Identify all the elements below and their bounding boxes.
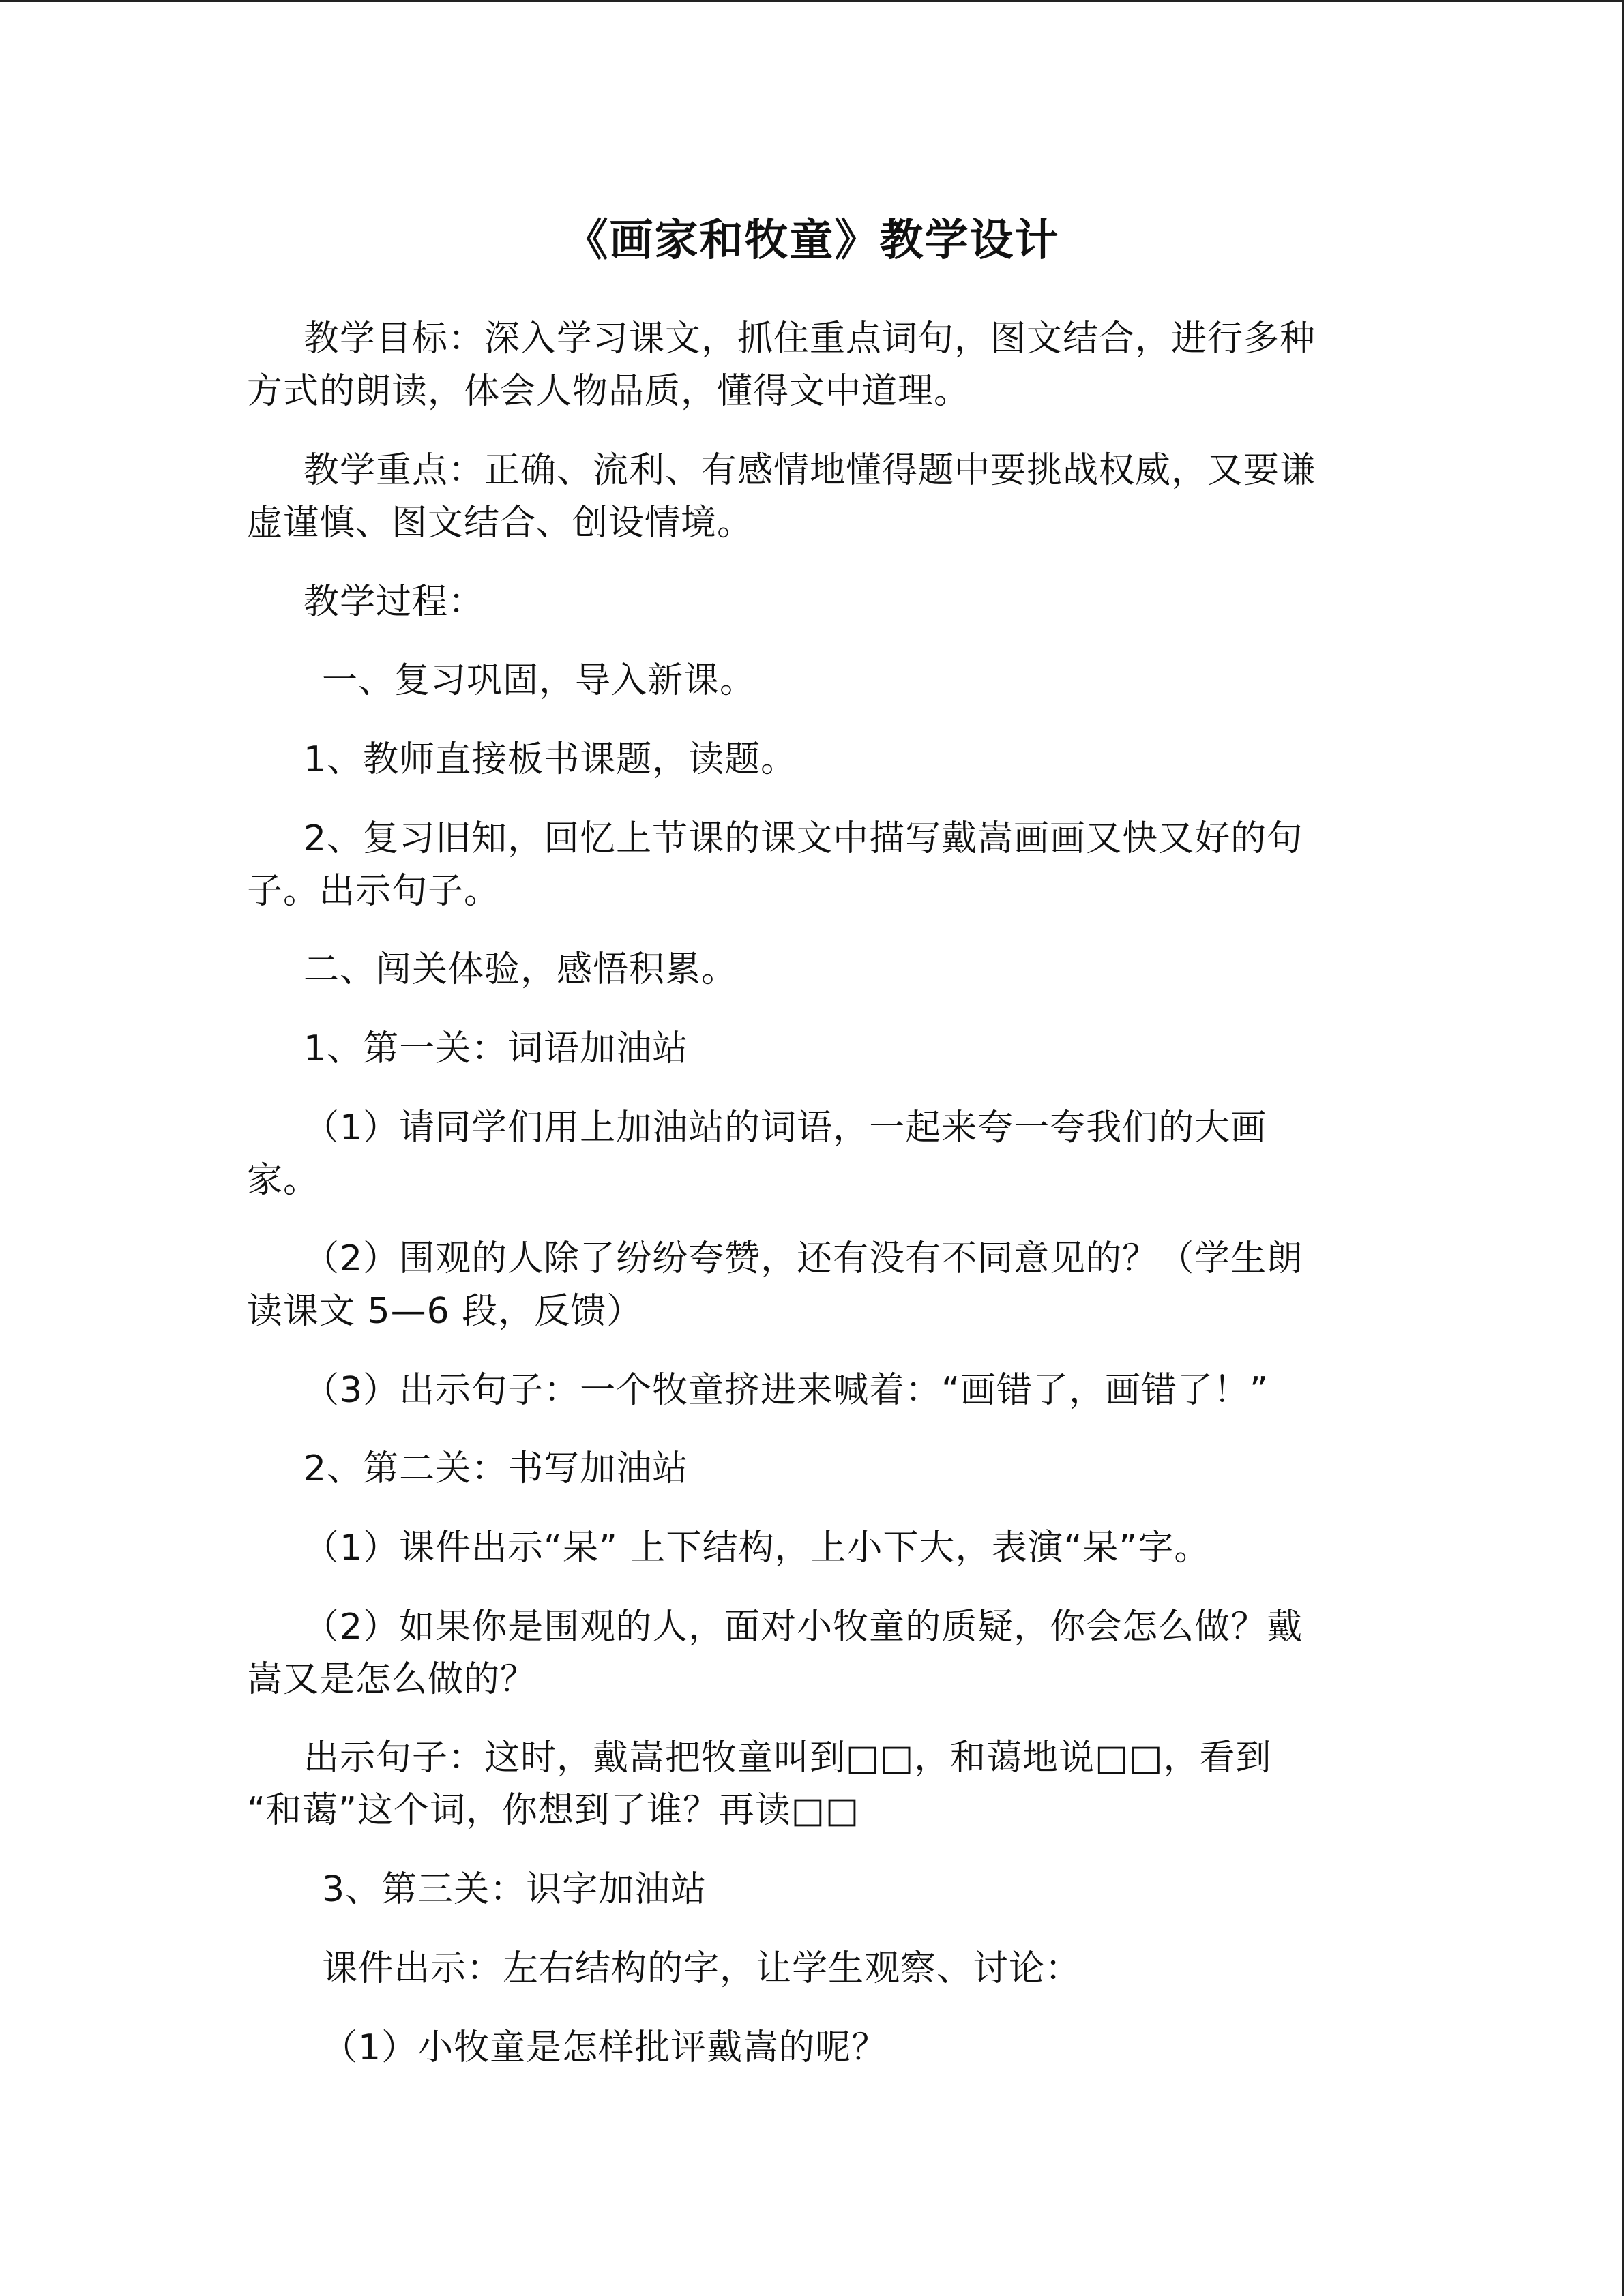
example-sentence-line-2: “和蔼”这个词，你想到了谁？再读□□ [247, 1790, 860, 1831]
level-1-item-2-line-2: 读课文 5—6 段，反馈） [247, 1291, 643, 1332]
level-1-item-1-line-1: （1）请同学们用上加油站的词语，一起来夸一夸我们的大画 [304, 1107, 1267, 1148]
step-1-1: 1、教师直接板书课题，读题。 [304, 739, 797, 780]
focus-line-2: 虚谨慎、图文结合、创设情境。 [247, 503, 754, 543]
level-1-heading: 1、第一关：词语加油站 [304, 1028, 689, 1069]
section-2-heading: 二、闯关体验，感悟积累。 [304, 949, 738, 990]
document-title: 《画家和牧童》教学设计 [564, 215, 1060, 266]
step-1-2-line-2: 子。出示句子。 [247, 871, 501, 912]
level-1-item-2-line-1: （2）围观的人除了纷纷夸赞，还有没有不同意见的？（学生朗 [304, 1238, 1303, 1279]
objective-line-1: 教学目标：深入学习课文，抓住重点词句，图文结合，进行多种 [304, 318, 1316, 359]
level-3-description: 课件出示：左右结构的字，让学生观察、讨论： [322, 1948, 1082, 1989]
process-heading: 教学过程： [304, 582, 485, 623]
focus-line-1: 教学重点：正确、流利、有感情地懂得题中要挑战权威，又要谦 [304, 450, 1316, 491]
level-2-item-2-line-2: 嵩又是怎么做的？ [247, 1659, 537, 1700]
step-1-2-line-1: 2、复习旧知，回忆上节课的课文中描写戴嵩画画又快又好的句 [304, 818, 1303, 859]
level-1-item-3: （3）出示句子：一个牧童挤进来喊着：“画错了，画错了！” [304, 1370, 1269, 1411]
level-3-heading: 3、第三关：识字加油站 [322, 1869, 707, 1910]
level-1-item-1-line-2: 家。 [247, 1160, 320, 1201]
example-sentence-line-1: 出示句子：这时，戴嵩把牧童叫到□□，和蔼地说□□，看到 [304, 1738, 1272, 1778]
level-2-heading: 2、第二关：书写加油站 [304, 1448, 689, 1489]
section-1-heading: 一、复习巩固，导入新课。 [322, 660, 756, 701]
level-3-item-1: （1）小牧童是怎样批评戴嵩的呢？ [322, 2027, 888, 2068]
level-2-item-2-line-1: （2）如果你是围观的人，面对小牧童的质疑，你会怎么做？戴 [304, 1607, 1303, 1648]
level-2-item-1: （1）课件出示“呆” 上下结构，上小下大，表演“呆”字。 [304, 1527, 1211, 1568]
objective-line-2: 方式的朗读，体会人物品质，懂得文中道理。 [247, 371, 971, 412]
